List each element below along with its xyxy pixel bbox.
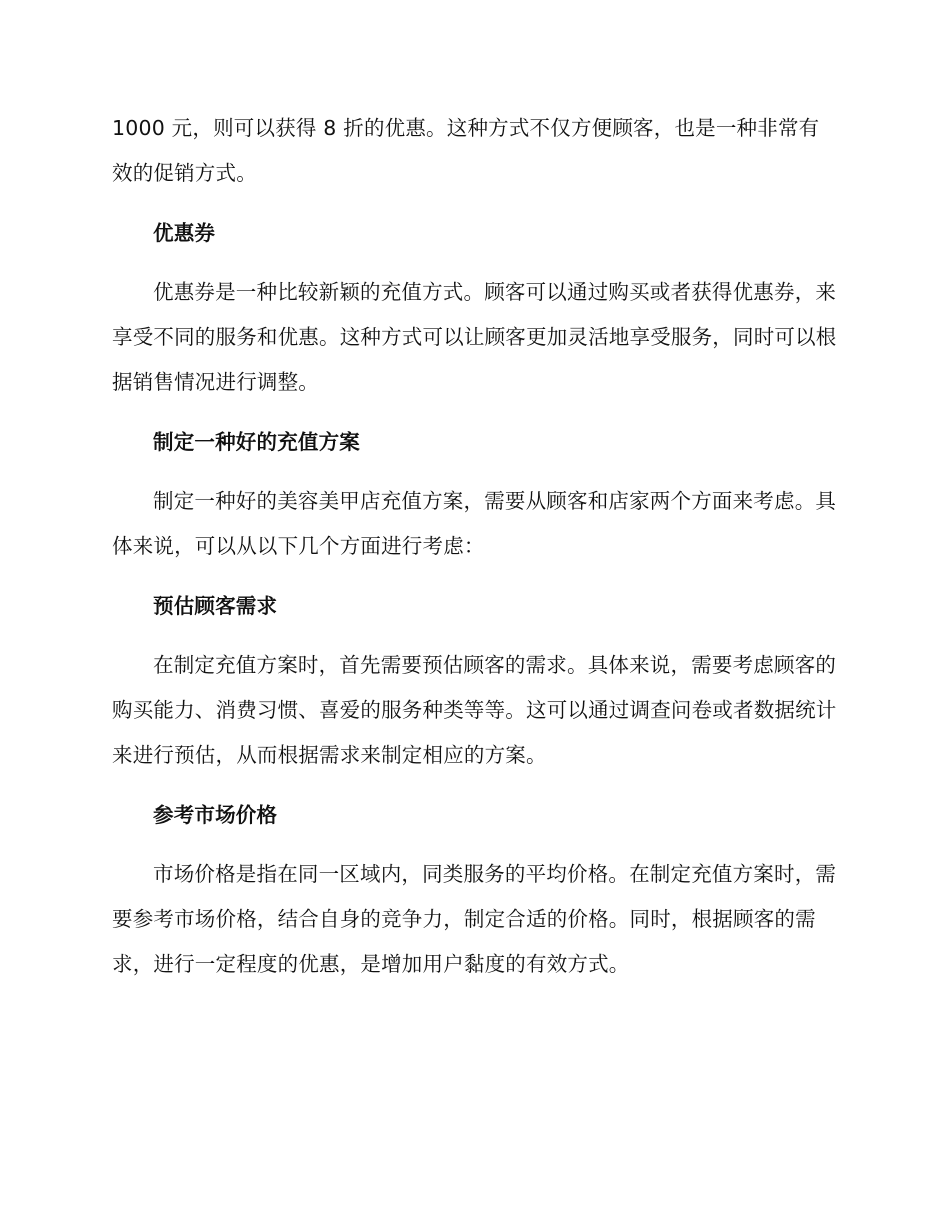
paragraph-coupon: 优惠券是一种比较新颖的充值方式。顾客可以通过购买或者获得优惠券，来享受不同的服务和优惠。这种方式可以让顾客更加灵活地享受服务，同时可以根据销售情况进行调整。 [112, 280, 837, 394]
heading-plan: 制定一种好的充值方案 [153, 430, 360, 454]
heading-price: 参考市场价格 [153, 803, 278, 827]
paragraph-plan: 制定一种好的美容美甲店充值方案，需要从顾客和店家两个方面来考虑。具体来说，可以从以下几个方面进行考虑： [112, 489, 837, 558]
paragraph-price: 市场价格是指在同一区域内，同类服务的平均价格。在制定充值方案时，需要参考市场价格，结合自身的竞争力，制定合适的价格。同时，根据顾客的需求，进行一定程度的优惠，是增加用户黏度的有效方式。 [112, 862, 837, 976]
heading-coupon: 优惠券 [153, 221, 216, 245]
heading-demand: 预估顾客需求 [153, 594, 278, 618]
paragraph-continued: 1000 元，则可以获得 8 折的优惠。这种方式不仅方便顾客，也是一种非常有效的促销方式。 [112, 116, 820, 185]
paragraph-demand: 在制定充值方案时，首先需要预估顾客的需求。具体来说，需要考虑顾客的购买能力、消费习惯、喜爱的服务种类等等。这可以通过调查问卷或者数据统计来进行预估，从而根据需求来制定相应的方案。 [112, 653, 837, 767]
document-body [112, 106, 838, 987]
